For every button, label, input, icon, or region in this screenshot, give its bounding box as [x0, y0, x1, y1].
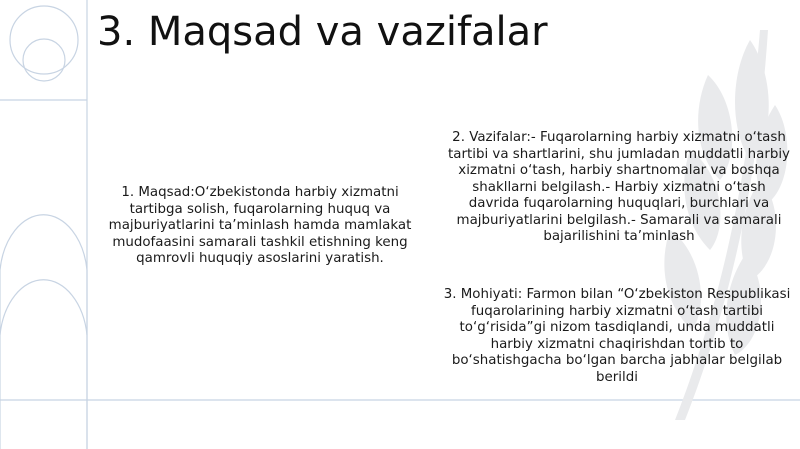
- tasks-text: 2. Vazifalar:- Fuqarolarning harbiy xizmatni o‘tash tartibi va shartlarini, shu jumladan muddatli harbiy xizmatni o‘tash, harbiy shartnomalar va boshqa shakllarni belgilash.- Harbiy xizmatni o‘tash davrida fuqarolarning huquqlari, burchlari va majburiyatlarini belgilash.- Samarali va samarali bajarilishini ta’minlash: [448, 130, 790, 244]
- slide-title: 3. Maqsad va vazifalar: [97, 9, 548, 55]
- essence-text: 3. Mohiyati: Farmon bilan “O‘zbekiston Respublikasi fuqarolarining harbiy xizmatni o‘tash tartibi to‘g‘risida”gi nizom tasdiqlandi, unda muddatli harbiy xizmatni chaqirishdan tortib to bo‘shatishgacha bo‘lgan barcha jabhalar belgilab berildi: [443, 287, 791, 385]
- upper-arch-shape: [0, 215, 87, 270]
- inner-circle-shape: [23, 39, 65, 81]
- middle-arch-shape: [0, 280, 87, 335]
- goal-text: 1. Maqsad:O‘zbekistonda harbiy xizmatni tartibga solish, fuqarolarning huquq va majburiyatlarini ta’minlash hamda mamlakat mudofaasini samarali tashkil etishning keng qamrovli huquqiy asoslarini yaratish.: [108, 185, 412, 266]
- outer-circle-shape: [10, 6, 78, 74]
